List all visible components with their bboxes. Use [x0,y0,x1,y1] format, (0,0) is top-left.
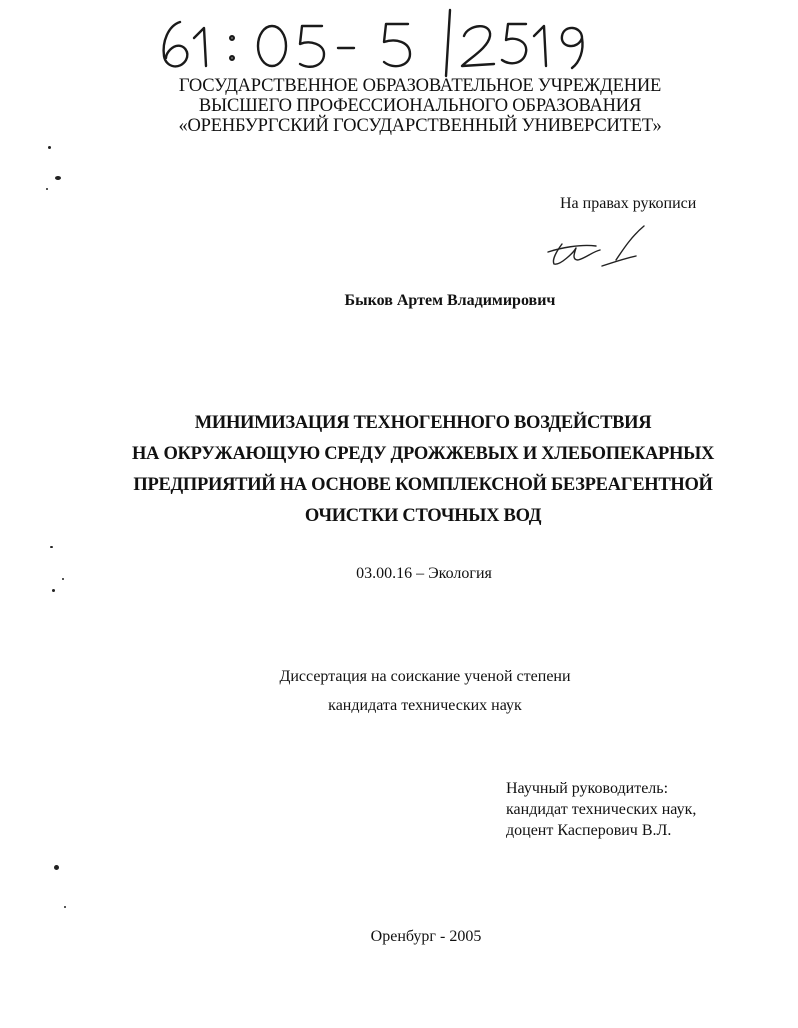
scan-speck [62,578,64,580]
dissertation-title [0,408,798,532]
supervisor-line-2: кандидат технических наук, [506,801,697,818]
scan-speck [55,176,61,180]
title-line-2: НА ОКРУЖАЮЩУЮ СРЕДУ ДРОЖЖЕВЫХ И ХЛЕБОПЕКАРНЫХ [131,444,715,464]
city-and-year: Оренбург - 2005 [370,928,482,945]
scan-speck [50,546,53,548]
supervisor-line-1: Научный руководитель: [506,780,669,797]
handwritten-registration-number [150,8,610,78]
title-line-4: ОЧИСТКИ СТОЧНЫХ ВОД [304,506,542,526]
scan-speck [46,188,48,190]
title-line-1: МИНИМИЗАЦИЯ ТЕХНОГЕННОГО ВОЗДЕЙСТВИЯ [194,413,652,433]
author-name: Быков Артем Владимирович [344,292,556,309]
degree-line-2: кандидата технических наук [328,697,522,714]
institution-name [0,76,798,136]
author-signature [540,222,650,272]
manuscript-rights-note: На правах рукописи [560,195,697,212]
degree-line-1: Диссертация на соискание ученой степени [279,668,571,685]
institution-line-1: ГОСУДАРСТВЕННОЕ ОБРАЗОВАТЕЛЬНОЕ УЧРЕЖДЕНИЕ [178,76,662,96]
scan-speck [64,906,66,908]
specialty-code: 03.00.16 – Экология [356,565,492,582]
scan-speck [48,146,51,149]
supervisor-line-3: доцент Касперович В.Л. [506,822,672,839]
scan-speck [52,589,55,592]
scientific-supervisor [506,778,696,841]
scan-speck [54,865,59,870]
institution-line-2: ВЫСШЕГО ПРОФЕССИОНАЛЬНОГО ОБРАЗОВАНИЯ [198,96,642,116]
institution-line-3: «ОРЕНБУРГСКИЙ ГОСУДАРСТВЕННЫЙ УНИВЕРСИТЕТ» [178,116,662,136]
title-line-3: ПРЕДПРИЯТИЙ НА ОСНОВЕ КОМПЛЕКСНОЙ БЕЗРЕАГЕНТНОЙ [133,475,713,495]
degree-statement [0,662,798,720]
